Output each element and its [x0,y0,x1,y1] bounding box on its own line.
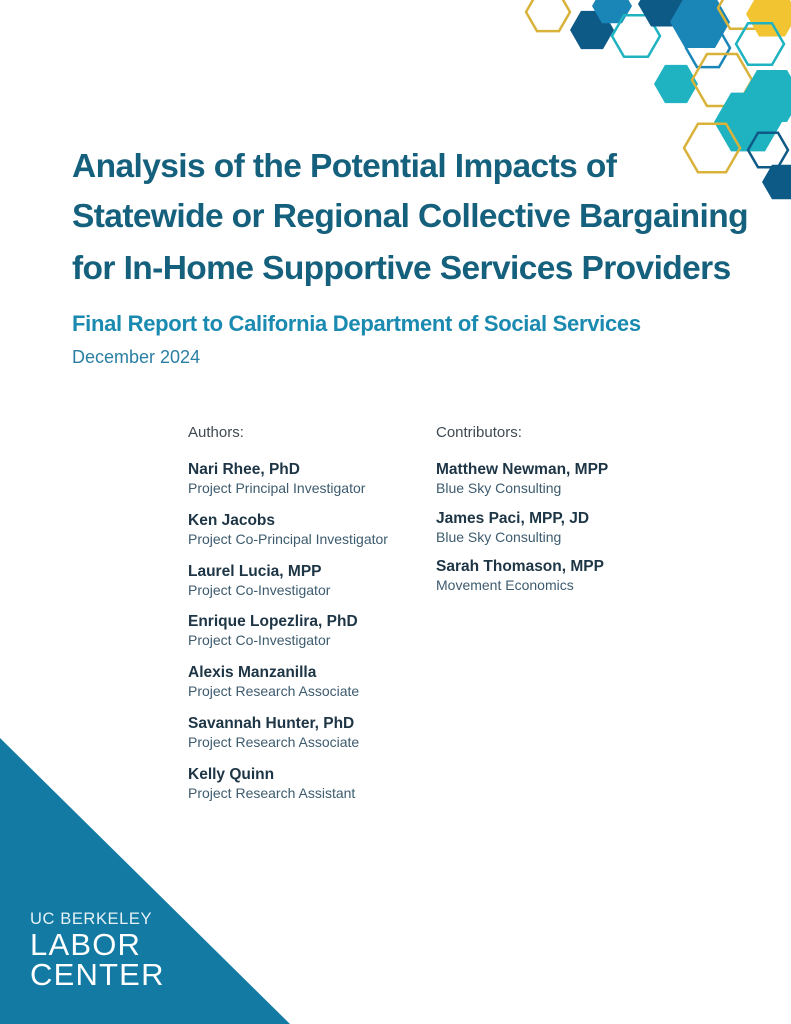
author-entry [188,511,428,548]
hexagon-shape [670,0,730,48]
author-name: Nari Rhee, PhD [188,461,300,478]
contributor-entry [436,460,676,497]
hexagon-shape [686,29,730,67]
hexagon-shape [526,0,570,31]
contributor-name: James Paci, MPP, JD [436,510,590,527]
hexagon-shape [746,0,791,37]
hexagon-shape [638,0,690,27]
hexagon-shape [762,165,791,200]
hexagon-shape [718,0,766,29]
hexagon-shape [748,133,788,168]
report-date: December 2024 [72,347,201,367]
contributor-name: Matthew Newman, MPP [436,461,609,478]
hexagon-shape [684,124,740,172]
hexagon-shape [692,54,752,106]
author-entry [188,612,428,649]
author-entry [188,562,428,599]
contributor-entry [436,557,676,594]
report-title-line-3: for In-Home Supportive Services Providers [72,250,731,287]
report-title-line-2: Statewide or Regional Collective Bargaining [72,198,748,235]
author-entry [188,663,428,700]
uc-berkeley-labor-center-logo [30,911,165,990]
logo-center-text: CENTER [30,956,165,992]
hexagon-shape [736,23,784,65]
hexagon-shape [592,0,632,23]
author-entry [188,460,428,497]
author-role: Project Research Associate [188,734,360,750]
author-name: Kelly Quinn [188,766,275,783]
author-role: Project Co-Principal Investigator [188,531,388,547]
contributor-affiliation: Blue Sky Consulting [436,480,562,496]
contributor-affiliation: Blue Sky Consulting [436,529,562,545]
hexagon-shape [612,15,660,57]
authors-heading: Authors: [188,424,244,441]
hexagon-shape [570,11,614,49]
report-subtitle: Final Report to California Department of Social Services [72,311,641,336]
hexagon-shape [714,93,782,152]
hexagon-shape [654,65,698,103]
author-role: Project Co-Investigator [188,632,331,648]
author-role: Project Principal Investigator [188,480,366,496]
contributor-entry [436,509,676,546]
author-name: Savannah Hunter, PhD [188,715,355,732]
author-role: Project Co-Investigator [188,582,331,598]
author-name: Alexis Manzanilla [188,664,317,681]
logo-org-text: UC BERKELEY [30,910,153,928]
contributor-affiliation: Movement Economics [436,577,574,593]
author-role: Project Research Assistant [188,785,356,801]
logo-labor-text: LABOR [30,926,142,962]
author-name: Ken Jacobs [188,512,276,529]
author-role: Project Research Associate [188,683,360,699]
hexagon-shape [742,70,791,122]
author-name: Enrique Lopezlira, PhD [188,613,358,630]
contributor-name: Sarah Thomason, MPP [436,558,604,575]
report-title-line-1: Analysis of the Potential Impacts of [72,148,617,185]
contributors-heading: Contributors: [436,424,522,441]
author-name: Laurel Lucia, MPP [188,563,322,580]
